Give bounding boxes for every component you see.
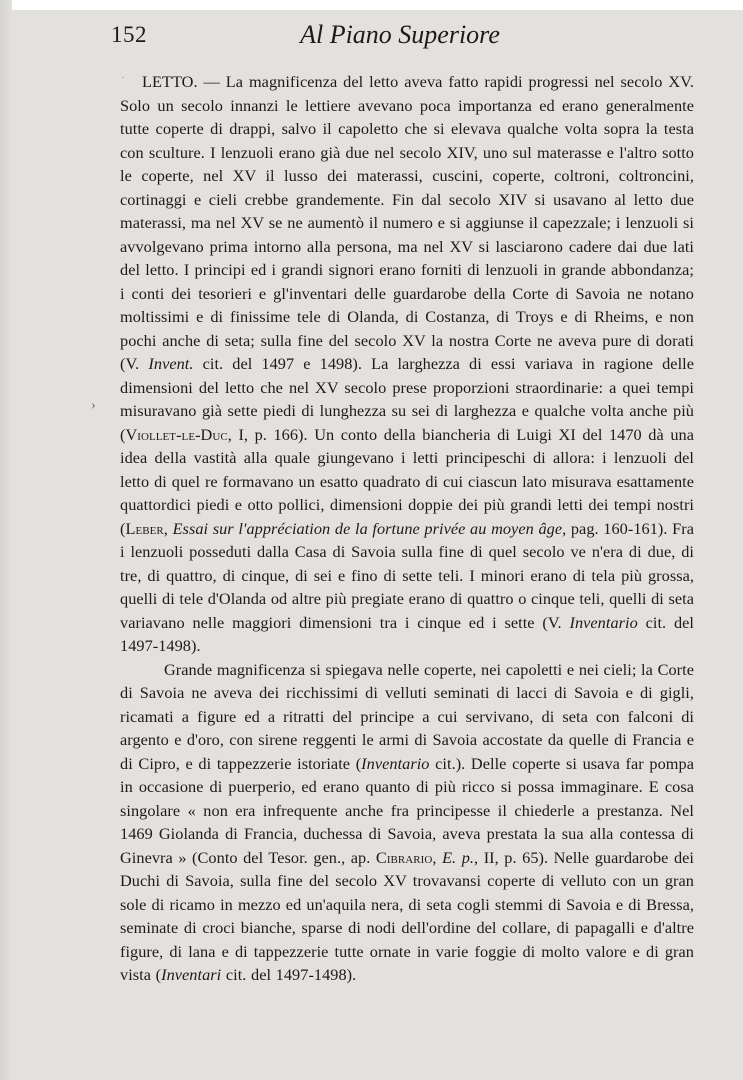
text-run: cit. del 1497-1498).	[221, 965, 357, 984]
italic-text: Inventari	[161, 965, 222, 984]
page-header	[111, 20, 689, 60]
italic-text: Inventario	[569, 612, 638, 632]
text-run: ,	[163, 518, 173, 538]
text-run: , II, p. 65). Nelle guardarobe dei Duchi di Savoia, sulla fine del secolo XV trovavansi coperte di velluto con un gran sole di ricamo in mezzo ed un'aquila nera, di seta cogli stemmi di Savoia e di Bressa, seminate di croci bianche, sparse di nodi dell'ordine del collare, di papagalli e d'altre figure, di lana e di tappezzerie tutte ornate in varie foggie di molto valore e di gran vista (	[120, 847, 695, 984]
italic-text: E. p.	[442, 847, 475, 867]
paragraph	[120, 70, 694, 658]
text-run: , pag. 160-161). Fra i lenzuoli posseduti dalla Casa di Savoia sulla fine di quel secolo ve n'era di due, di tre, di quattro, di cinque, di sei e fino di sette teli. I minori erano di tela più grossa, quelli di tele d'Olanda od altre più pregiate erano di quattro o cinque teli, quelli di seta variavano nelle maggiori dimensioni tra i cinque ed i sette (V.	[120, 518, 694, 632]
stray-dot-mark: ·	[121, 70, 125, 84]
scan-left-shadow	[0, 0, 12, 1080]
text-run: , I, p. 166). Un conto della biancheria di Luigi XI del 1470 dà una idea della vastità alla quale giungevano i letti principeschi di allora: i lenzuoli del letto di quel re formavano un esatto quadrato di cui ciascun lato misurava esattamente quattordici piedi e otto pollici, dimensioni doppie dei più grandi letti dei tempi nostri (	[120, 424, 694, 538]
text-run: ,	[432, 847, 443, 867]
paragraph	[120, 658, 694, 987]
text-run: cit.). Delle coperte si usava far pompa in occasione di puerperio, ed erano quanto di più ricco si possa immaginare. E cosa singolare « non era infrequente anche fra principesse il chiederle a prestanza. Nel 1469 Giolanda di Francia, duchessa di Savoia, aveva prestata la sua alla contessa di Ginevra » (Conto del Tesor. gen., ap.	[120, 753, 694, 867]
running-head: Al Piano Superiore	[300, 20, 500, 49]
scan-top-edge	[0, 0, 743, 10]
smallcaps-text: Cibrario	[375, 847, 433, 867]
italic-text: Inventario	[361, 753, 430, 773]
text-run: cit. del 1497 e 1498). La larghezza di essi variava in ragione delle dimensioni del letto che nel XV secolo prese proporzioni straordinarie: a quei tempi misuravano già sette piedi di lunghezza su sei di larghezza e qualche volta anche più (	[120, 354, 695, 444]
text-run: cit. del 1497-1498).	[120, 612, 694, 655]
text-run: LETTO. — La magnificenza del letto aveva fatto rapidi progressi nel secolo XV. Solo un secolo innanzi le lettiere avevano poca importanza ed erano generalmente tutte coperte di drappi, salvo il capoletto che si elevava qualche volta sopra la testa con sculture. I lenzuoli erano già due nel secolo XIV, uno sul materasse e l'altro sotto le coperte, nel XV il lusso dei materassi, cuscini, coperte, coltroni, coltroncini, cortinaggi e cieli crebbe grandemente. Fin dal secolo XIV si usavano al letto due materassi, ma nel XV se ne aumentò il numero e si aggiunse il capezzale; i lenzuoli si avvolgevano prima intorno alla persona, ma nel XV si lasciarono cadere dai due lati del letto. I principi ed i grandi signori erano forniti di lenzuoli in grande abbondanza; i conti dei tesorieri e gl'inventari delle guardarobe della Corte di Savoia ne notano moltissimi e di finissime tele di Olanda, di Costanza, di Troys e di Rheims, e non pochi anche di seta; sulla fine del secolo XV la nostra Corte ne aveva pure di dorati (V.	[120, 72, 694, 373]
smallcaps-text: Leber	[125, 518, 164, 538]
margin-mark: ›	[91, 398, 96, 413]
smallcaps-text: Viollet-le-Duc	[125, 424, 228, 444]
body-text	[120, 70, 694, 987]
page-number: 152	[111, 22, 147, 47]
italic-text: Invent.	[148, 354, 194, 373]
text-run: Grande magnificenza si spiegava nelle coperte, nei capoletti e nei cieli; la Corte di Savoia ne aveva dei ricchissimi di velluti seminati di lacci di Savoia e di gigli, ricamati a figure ed a ritratti del principe a cui servivano, di seta con falconi di argento e d'oro, con sirene reggenti le armi di Savoia accostate da quelle di Francia e di Cipro, e di tappezzerie istoriate (	[120, 659, 694, 773]
italic-text: Essai sur l'appréciation de la fortune privée au moyen âge	[172, 518, 563, 538]
